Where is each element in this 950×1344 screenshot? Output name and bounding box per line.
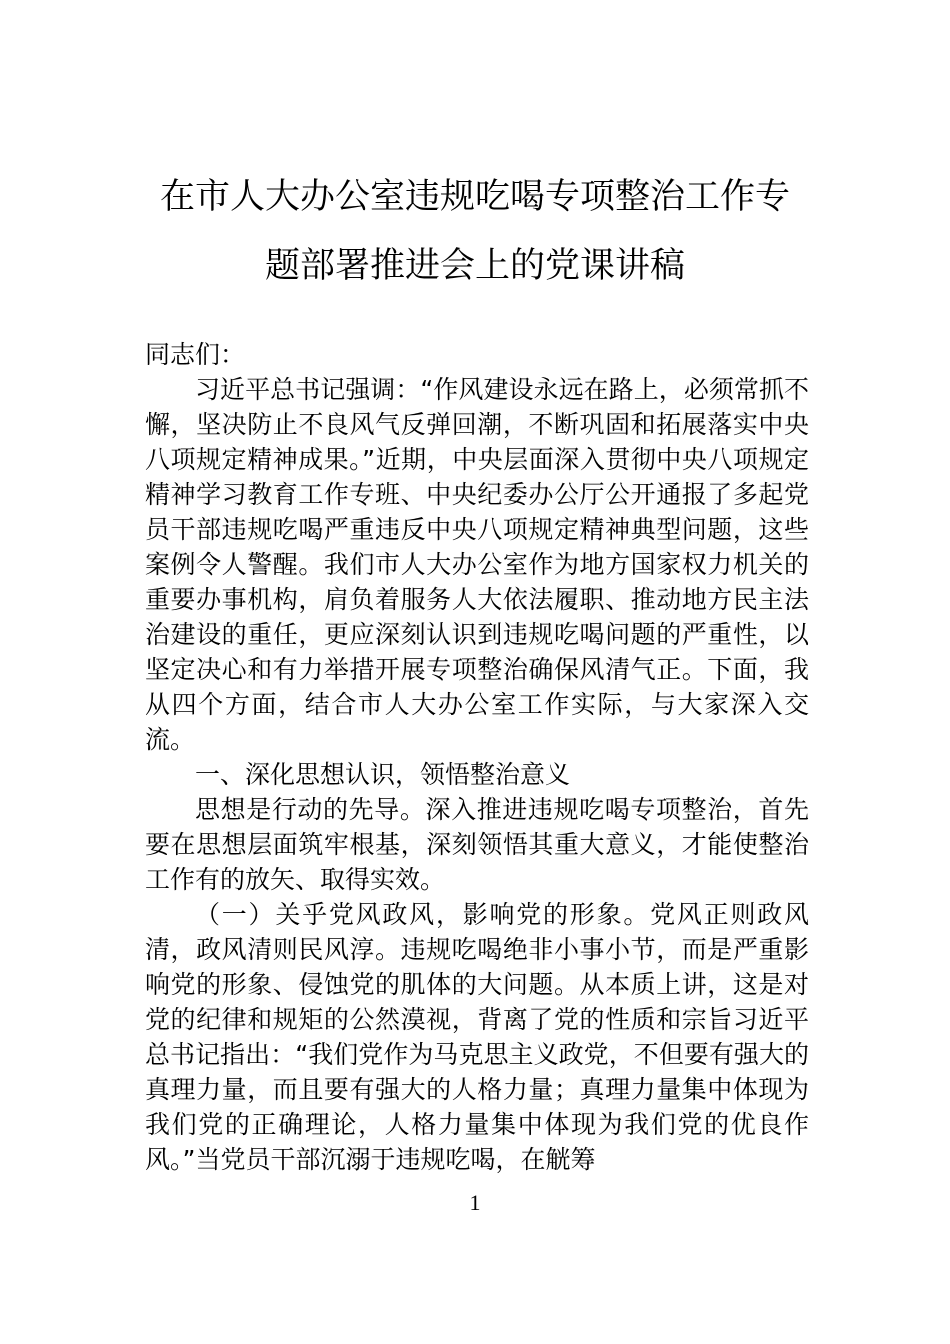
document-body bbox=[145, 337, 809, 1177]
body-paragraph: 习近平总书记强调：“作风建设永远在路上，必须常抓不懈，坚决防止不良风气反弹回潮，不断巩固和拓展落实中央八项规定精神成果。”近期，中央层面深入贯彻中央八项规定精神学习教育工作专班、中央纪委办公厅公开通报了多起党员干部违规吃喝严重违反中央八项规定精神典型问题，这些案例令人警醒。我们市人大办公室作为地方国家权力机关的重要办事机构，肩负着服务人大依法履职、推动地方民主法治建设的重任，更应深刻认识到违规吃喝问题的严重性，以坚定决心和有力举措开展专项整治确保风清气正。下面，我从四个方面，结合市人大办公室工作实际，与大家深入交流。 bbox=[145, 375, 809, 754]
section-heading: 一、深化思想认识，领悟整治意义 bbox=[195, 760, 571, 789]
body-paragraph: 思想是行动的先导。深入推进违规吃喝专项整治，首先要在思想层面筑牢根基，深刻领悟其重大意义，才能使整治工作有的放矢、取得实效。 bbox=[145, 795, 809, 894]
document-title-line-1: 在市人大办公室违规吃喝专项整治工作专 bbox=[159, 177, 790, 217]
document-title-line-2: 题部署推进会上的党课讲稿 bbox=[264, 246, 685, 286]
salutation: 同志们： bbox=[145, 340, 246, 369]
page-number: 1 bbox=[469, 1190, 481, 1215]
body-paragraph: （一）关乎党风政风，影响党的形象。党风正则政风清，政风清则民风淳。违规吃喝绝非小事小节，而是严重影响党的形象、侵蚀党的肌体的大问题。从本质上讲，这是对党的纪律和规矩的公然漠视，背离了党的性质和宗旨习近平总书记指出：“我们党作为马克思主义政党，不但要有强大的真理力量，而且要有强大的人格力量；真理力量集中体现为我们党的正确理论，人格力量集中体现为我们党的优良作风。”当党员干部沉溺于违规吃喝，在觥筹 bbox=[145, 900, 809, 1174]
